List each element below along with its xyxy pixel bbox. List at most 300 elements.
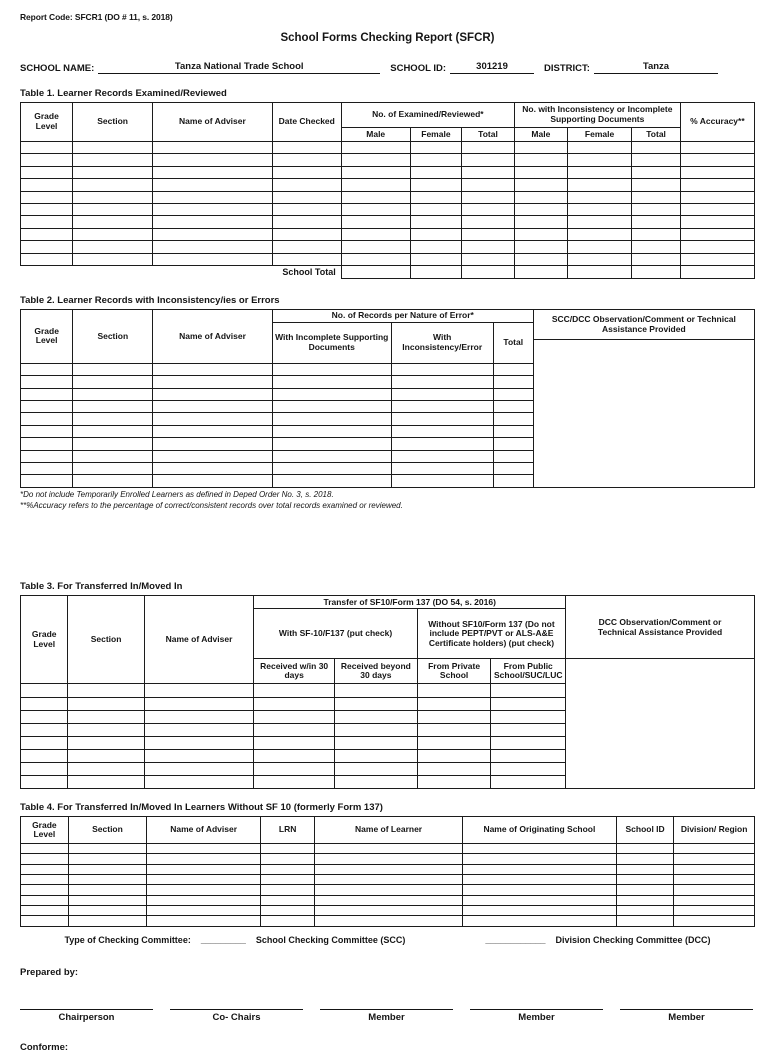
empty-cell xyxy=(21,723,68,736)
empty-cell xyxy=(462,885,616,895)
empty-cell xyxy=(341,265,410,278)
empty-cell xyxy=(21,762,68,775)
empty-cell xyxy=(73,425,153,437)
empty-cell xyxy=(261,885,315,895)
signature-row xyxy=(20,1009,753,1023)
empty-cell xyxy=(153,376,272,388)
empty-cell xyxy=(417,684,491,697)
col-section: Section xyxy=(73,103,153,142)
col-section: Section xyxy=(68,596,144,684)
empty-cell xyxy=(674,895,755,905)
empty-cell xyxy=(674,905,755,915)
empty-cell xyxy=(410,191,461,203)
empty-cell xyxy=(21,854,69,864)
empty-cell xyxy=(153,438,272,450)
empty-cell xyxy=(341,191,410,203)
empty-cell xyxy=(462,854,616,864)
empty-cell xyxy=(567,253,632,265)
empty-cell xyxy=(341,142,410,154)
empty-cell xyxy=(334,697,417,710)
empty-cell xyxy=(493,463,533,475)
empty-cell xyxy=(514,154,567,166)
empty-cell xyxy=(493,475,533,487)
empty-cell xyxy=(21,475,73,487)
col-date-checked: Date Checked xyxy=(272,103,341,142)
col-nature-of-error-group: No. of Records per Nature of Error* xyxy=(272,309,533,322)
table-row xyxy=(21,438,534,450)
empty-cell xyxy=(391,413,493,425)
empty-cell xyxy=(272,166,341,178)
empty-cell xyxy=(153,191,273,203)
table-row xyxy=(21,864,755,874)
empty-cell xyxy=(462,241,515,253)
empty-cell xyxy=(68,854,147,864)
table-row xyxy=(21,854,755,864)
empty-cell xyxy=(261,844,315,854)
empty-cell xyxy=(68,736,144,749)
empty-cell xyxy=(462,191,515,203)
col-observation: SCC/DCC Observation/Comment or Technical Assistance Provided xyxy=(534,309,755,340)
empty-cell xyxy=(21,736,68,749)
table-row xyxy=(21,916,755,926)
empty-cell xyxy=(410,265,461,278)
empty-cell xyxy=(410,216,461,228)
empty-cell xyxy=(632,154,680,166)
empty-cell xyxy=(514,179,567,191)
empty-cell xyxy=(73,228,153,240)
empty-cell xyxy=(334,723,417,736)
empty-cell xyxy=(567,228,632,240)
empty-cell xyxy=(680,154,754,166)
empty-cell xyxy=(153,450,272,462)
school-id-value: 301219 xyxy=(450,61,534,74)
col-received-beyond: Received beyond 30 days xyxy=(334,659,417,684)
empty-cell xyxy=(567,142,632,154)
empty-cell xyxy=(144,762,254,775)
empty-cell xyxy=(272,191,341,203)
col-male: Male xyxy=(341,128,410,142)
empty-cell xyxy=(315,875,463,885)
empty-cell xyxy=(632,253,680,265)
table-row xyxy=(21,179,755,191)
table-row xyxy=(21,895,755,905)
table-row xyxy=(21,228,755,240)
empty-cell xyxy=(341,203,410,215)
empty-cell xyxy=(567,265,632,278)
col-female-2: Female xyxy=(567,128,632,142)
empty-cell xyxy=(680,228,754,240)
empty-cell xyxy=(334,749,417,762)
observation-box xyxy=(534,340,755,488)
empty-cell xyxy=(410,253,461,265)
empty-cell xyxy=(341,241,410,253)
empty-cell xyxy=(493,425,533,437)
signature-block xyxy=(320,1009,453,1023)
empty-cell xyxy=(21,697,68,710)
empty-cell xyxy=(21,253,73,265)
empty-cell xyxy=(341,228,410,240)
empty-cell xyxy=(410,203,461,215)
empty-cell xyxy=(410,142,461,154)
col-total-2: Total xyxy=(632,128,680,142)
empty-cell xyxy=(680,179,754,191)
empty-cell xyxy=(462,875,616,885)
empty-cell xyxy=(73,166,153,178)
empty-cell xyxy=(73,154,153,166)
col-without-sf10: Without SF10/Form 137 (Do not include PEPT/PVT or ALS-A&E Certificate holders) (put check) xyxy=(417,609,565,659)
signatory-title: Member xyxy=(518,1011,555,1023)
table-row xyxy=(21,697,566,710)
empty-cell xyxy=(272,253,341,265)
empty-cell xyxy=(272,438,391,450)
empty-cell xyxy=(147,875,261,885)
table-row xyxy=(21,413,534,425)
empty-cell xyxy=(391,388,493,400)
table-row xyxy=(21,191,755,203)
empty-cell xyxy=(417,697,491,710)
empty-cell xyxy=(153,203,273,215)
empty-cell xyxy=(616,916,673,926)
empty-cell xyxy=(254,723,335,736)
empty-cell xyxy=(21,895,69,905)
empty-cell xyxy=(272,425,391,437)
empty-cell xyxy=(632,203,680,215)
empty-cell xyxy=(21,905,69,915)
empty-cell xyxy=(514,253,567,265)
signature-line xyxy=(620,1009,753,1010)
empty-cell xyxy=(272,475,391,487)
empty-cell xyxy=(514,191,567,203)
empty-cell xyxy=(144,710,254,723)
col-adviser: Name of Adviser xyxy=(147,817,261,844)
empty-cell xyxy=(73,203,153,215)
prepared-by-label: Prepared by: xyxy=(20,966,79,978)
empty-cell xyxy=(680,265,754,278)
col-learner: Name of Learner xyxy=(315,817,463,844)
col-section: Section xyxy=(68,817,147,844)
empty-cell xyxy=(491,710,566,723)
table-row xyxy=(21,463,534,475)
col-grade-level: Grade Level xyxy=(21,103,73,142)
observation-column xyxy=(566,595,755,789)
empty-cell xyxy=(462,905,616,915)
footnote-2: **%Accuracy refers to the percentage of correct/consistent records over total records examined or reviewed. xyxy=(20,500,403,510)
empty-cell xyxy=(153,166,273,178)
col-adviser: Name of Adviser xyxy=(153,103,273,142)
empty-cell xyxy=(417,736,491,749)
empty-cell xyxy=(493,413,533,425)
signature-block xyxy=(620,1009,753,1023)
signature-line xyxy=(470,1009,603,1010)
empty-cell xyxy=(21,864,69,874)
table3-title: Table 3. For Transferred In/Moved In xyxy=(20,581,183,593)
table-row xyxy=(21,475,534,487)
empty-cell xyxy=(68,895,147,905)
empty-cell xyxy=(341,154,410,166)
col-adviser: Name of Adviser xyxy=(153,309,272,363)
col-male-2: Male xyxy=(514,128,567,142)
empty-cell xyxy=(68,697,144,710)
empty-cell xyxy=(21,844,69,854)
report-code: Report Code: SFCR1 (DO # 11, s. 2018) xyxy=(20,12,173,22)
empty-cell xyxy=(261,875,315,885)
col-received-within: Received w/in 30 days xyxy=(254,659,335,684)
empty-cell xyxy=(153,154,273,166)
conforme-label: Conforme: xyxy=(20,1041,69,1053)
empty-cell xyxy=(462,895,616,905)
empty-cell xyxy=(272,450,391,462)
empty-cell xyxy=(674,875,755,885)
empty-cell xyxy=(632,241,680,253)
empty-cell xyxy=(153,401,272,413)
empty-cell xyxy=(417,762,491,775)
col-grade-level: Grade Level xyxy=(21,596,68,684)
empty-cell xyxy=(410,228,461,240)
empty-cell xyxy=(73,241,153,253)
empty-cell xyxy=(144,749,254,762)
dcc-blank: ____________ xyxy=(485,934,546,945)
empty-cell xyxy=(462,179,515,191)
empty-cell xyxy=(144,697,254,710)
footnote-1: *Do not include Temporarily Enrolled Learners as defined in Deped Order No. 3, s. 2018. xyxy=(20,489,334,499)
empty-cell xyxy=(514,241,567,253)
dcc-label: Division Checking Committee (DCC) xyxy=(555,934,711,945)
col-inconsistency-group: No. with Inconsistency or Incomplete Supporting Documents xyxy=(514,103,680,128)
table-row xyxy=(21,710,566,723)
table-row xyxy=(21,749,566,762)
table2 xyxy=(20,309,755,488)
empty-cell xyxy=(21,401,73,413)
empty-cell xyxy=(567,166,632,178)
empty-cell xyxy=(73,475,153,487)
empty-cell xyxy=(68,885,147,895)
empty-cell xyxy=(493,450,533,462)
empty-cell xyxy=(68,905,147,915)
col-transfer-group: Transfer of SF10/Form 137 (DO 54, s. 2016) xyxy=(254,596,566,609)
empty-cell xyxy=(410,154,461,166)
empty-cell xyxy=(73,142,153,154)
empty-cell xyxy=(616,844,673,854)
empty-cell xyxy=(272,154,341,166)
empty-cell xyxy=(315,844,463,854)
empty-cell xyxy=(567,203,632,215)
col-incomplete-docs: With Incomplete Supporting Documents xyxy=(272,322,391,363)
table-row xyxy=(21,885,755,895)
empty-cell xyxy=(153,142,273,154)
footnotes xyxy=(20,490,755,512)
empty-cell xyxy=(491,684,566,697)
empty-cell xyxy=(391,438,493,450)
empty-cell xyxy=(153,413,272,425)
empty-cell xyxy=(21,776,68,789)
table-row xyxy=(21,776,566,789)
empty-cell xyxy=(153,241,273,253)
empty-cell xyxy=(261,854,315,864)
col-female: Female xyxy=(410,128,461,142)
empty-cell xyxy=(261,864,315,874)
empty-cell xyxy=(21,684,68,697)
empty-cell xyxy=(147,854,261,864)
school-total-row xyxy=(21,265,755,278)
empty-cell xyxy=(21,425,73,437)
empty-cell xyxy=(341,216,410,228)
empty-cell xyxy=(73,438,153,450)
empty-cell xyxy=(272,463,391,475)
table-row xyxy=(21,203,755,215)
col-originating-school: Name of Originating School xyxy=(462,817,616,844)
empty-cell xyxy=(493,438,533,450)
empty-cell xyxy=(21,388,73,400)
table-row xyxy=(21,216,755,228)
col-from-public: From Public School/SUC/LUC xyxy=(491,659,566,684)
empty-cell xyxy=(21,166,73,178)
table-row xyxy=(21,875,755,885)
empty-cell xyxy=(514,142,567,154)
empty-cell xyxy=(21,749,68,762)
col-division-region: Division/ Region xyxy=(674,817,755,844)
signature-block xyxy=(170,1009,303,1023)
col-grade-level: Grade Level xyxy=(21,817,69,844)
table1-title: Table 1. Learner Records Examined/Reviewed xyxy=(20,88,227,99)
empty-cell xyxy=(68,916,147,926)
table-row xyxy=(21,905,755,915)
empty-cell xyxy=(272,388,391,400)
empty-cell xyxy=(417,749,491,762)
empty-cell xyxy=(491,749,566,762)
empty-cell xyxy=(144,684,254,697)
table-row xyxy=(21,684,566,697)
empty-cell xyxy=(680,203,754,215)
empty-cell xyxy=(153,253,273,265)
empty-cell xyxy=(272,241,341,253)
empty-cell xyxy=(153,388,272,400)
empty-cell xyxy=(254,697,335,710)
signatory-title: Co- Chairs xyxy=(212,1011,261,1023)
observation-box xyxy=(566,659,755,789)
empty-cell xyxy=(334,736,417,749)
school-name-label: SCHOOL NAME: xyxy=(20,63,95,74)
empty-cell xyxy=(21,916,69,926)
empty-cell xyxy=(462,864,616,874)
empty-cell xyxy=(462,916,616,926)
empty-cell xyxy=(254,749,335,762)
empty-cell xyxy=(68,762,144,775)
empty-cell xyxy=(147,864,261,874)
empty-cell xyxy=(462,265,515,278)
table3 xyxy=(20,595,755,789)
empty-cell xyxy=(341,166,410,178)
col-observation: DCC Observation/Comment or Technical Assistance Provided xyxy=(566,595,755,659)
empty-cell xyxy=(632,142,680,154)
table-row xyxy=(21,425,534,437)
table-row xyxy=(21,166,755,178)
signature-block xyxy=(470,1009,603,1023)
empty-cell xyxy=(73,376,153,388)
empty-cell xyxy=(147,844,261,854)
empty-cell xyxy=(462,844,616,854)
empty-cell xyxy=(261,905,315,915)
empty-cell xyxy=(254,776,335,789)
table-row xyxy=(21,401,534,413)
empty-cell xyxy=(73,179,153,191)
scc-blank: _________ xyxy=(200,934,246,945)
empty-cell xyxy=(391,425,493,437)
empty-cell xyxy=(567,179,632,191)
empty-cell xyxy=(491,736,566,749)
empty-cell xyxy=(68,875,147,885)
empty-cell xyxy=(567,241,632,253)
empty-cell xyxy=(334,762,417,775)
empty-cell xyxy=(514,265,567,278)
empty-cell xyxy=(68,710,144,723)
empty-cell xyxy=(144,723,254,736)
empty-cell xyxy=(514,166,567,178)
empty-cell xyxy=(315,885,463,895)
empty-cell xyxy=(254,762,335,775)
col-adviser: Name of Adviser xyxy=(144,596,254,684)
empty-cell xyxy=(153,425,272,437)
empty-cell xyxy=(410,166,461,178)
table-row xyxy=(21,450,534,462)
empty-cell xyxy=(341,179,410,191)
signature-line xyxy=(170,1009,303,1010)
empty-cell xyxy=(21,216,73,228)
empty-cell xyxy=(491,723,566,736)
empty-cell xyxy=(272,203,341,215)
table-row xyxy=(21,736,566,749)
empty-cell xyxy=(21,363,73,375)
empty-cell xyxy=(21,450,73,462)
empty-cell xyxy=(21,885,69,895)
empty-cell xyxy=(493,376,533,388)
empty-cell xyxy=(341,253,410,265)
empty-cell xyxy=(680,142,754,154)
empty-cell xyxy=(21,228,73,240)
empty-cell xyxy=(462,166,515,178)
signatory-title: Chairperson xyxy=(58,1011,115,1023)
empty-cell xyxy=(153,179,273,191)
committee-row xyxy=(20,935,755,945)
empty-cell xyxy=(567,216,632,228)
empty-cell xyxy=(491,776,566,789)
signatory-title: Member xyxy=(368,1011,405,1023)
empty-cell xyxy=(417,776,491,789)
empty-cell xyxy=(462,154,515,166)
signature-line xyxy=(320,1009,453,1010)
empty-cell xyxy=(21,241,73,253)
table4-title: Table 4. For Transferred In/Moved In Learners Without SF 10 (formerly Form 137) xyxy=(20,802,383,814)
col-grade-level: Grade Level xyxy=(21,309,73,363)
empty-cell xyxy=(144,736,254,749)
empty-cell xyxy=(73,388,153,400)
table2-title: Table 2. Learner Records with Inconsistency/ies or Errors xyxy=(20,294,280,306)
empty-cell xyxy=(680,241,754,253)
empty-cell xyxy=(567,191,632,203)
table-row xyxy=(21,388,534,400)
empty-cell xyxy=(514,203,567,215)
table-row xyxy=(21,762,566,775)
empty-cell xyxy=(21,179,73,191)
signatory-title: Member xyxy=(668,1011,705,1023)
empty-cell xyxy=(680,191,754,203)
col-total: Total xyxy=(462,128,515,142)
empty-cell xyxy=(254,736,335,749)
empty-cell xyxy=(674,844,755,854)
empty-cell xyxy=(493,401,533,413)
empty-cell xyxy=(616,905,673,915)
table-row xyxy=(21,376,534,388)
empty-cell xyxy=(153,216,273,228)
